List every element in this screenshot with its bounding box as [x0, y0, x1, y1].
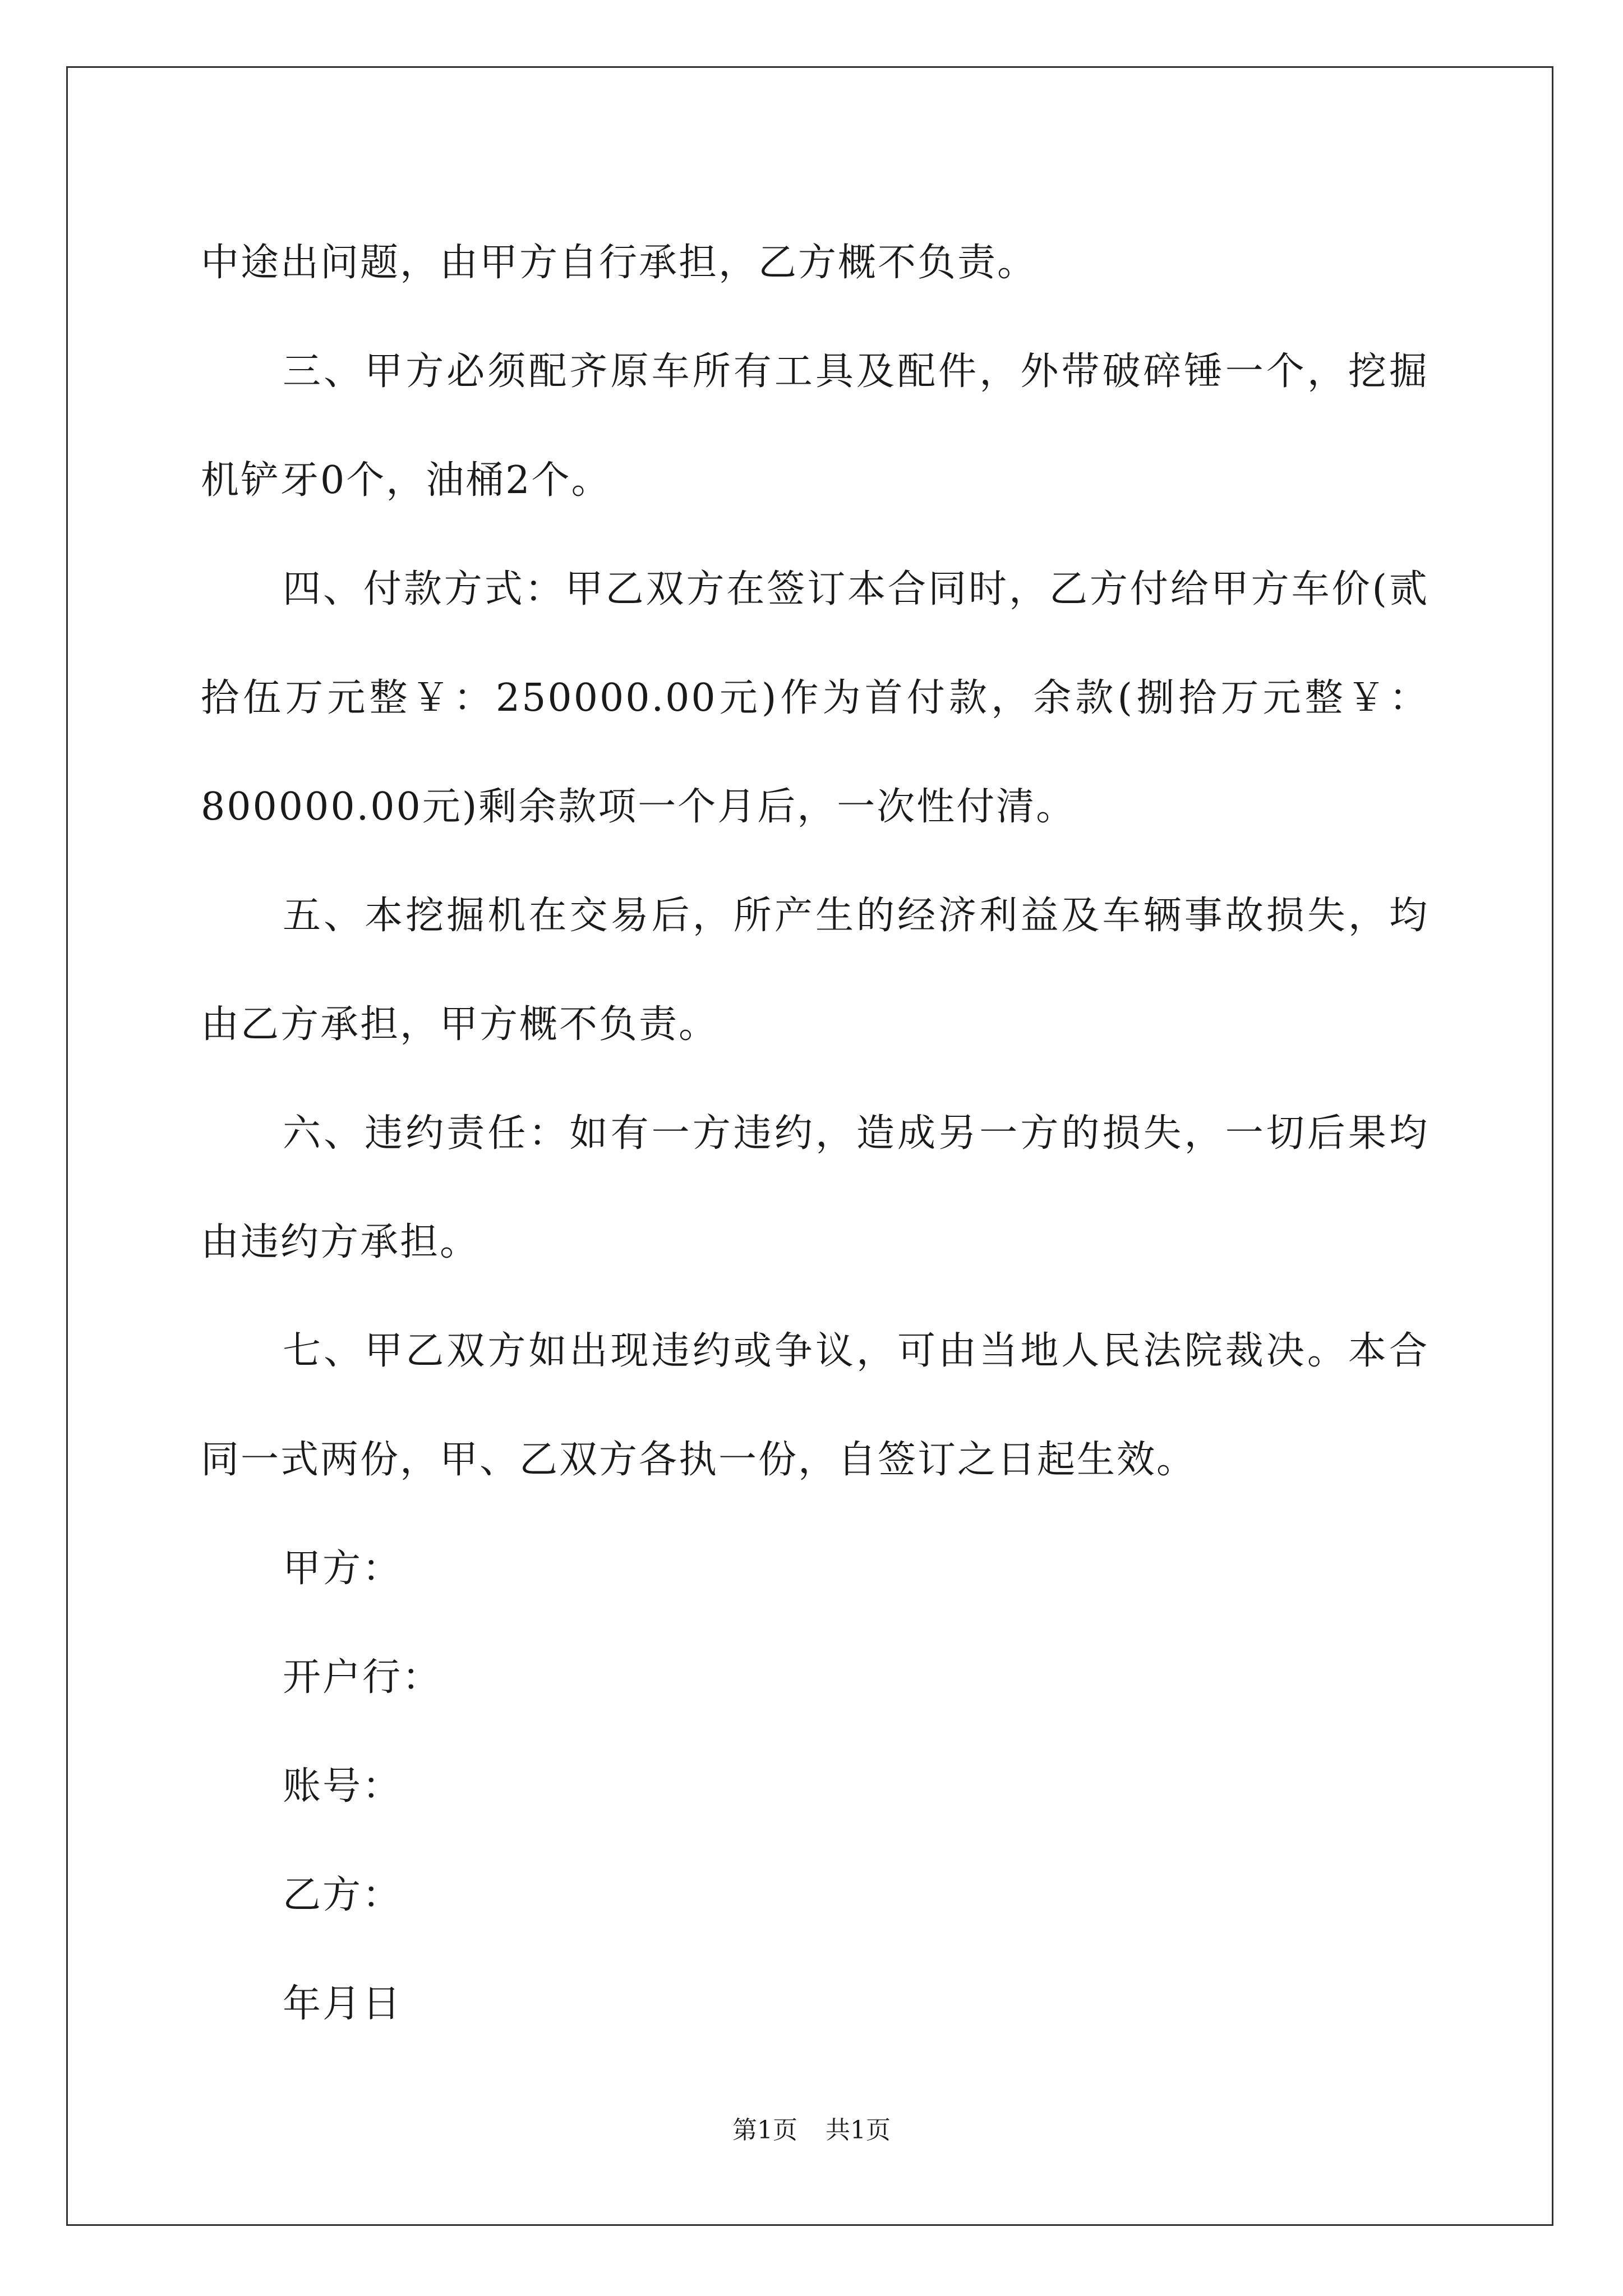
- signature-bank: 开户行：: [283, 1655, 442, 1700]
- document-body: [201, 209, 1429, 2059]
- clause-6-breach: 六、违约责任：如有一方违约，造成另一方的损失，一切后果均由违约方承担。: [201, 1111, 1429, 1264]
- page-number-current: 第1页: [732, 2116, 797, 2145]
- clause-4-payment: 四、付款方式：甲乙双方在签订本合同时，乙方付给甲方车价(贰拾伍万元整￥：250000.00元)作为首付款，余款(捌拾万元整￥：800000.00元)剩余款项一个月后，一次性付清。: [201, 567, 1429, 829]
- signature-party-a: 甲方：: [283, 1547, 403, 1591]
- signature-party-b: 乙方：: [283, 1873, 403, 1917]
- paragraph-continuation: 中途出问题，由甲方自行承担，乙方概不负责。: [201, 241, 1038, 285]
- clause-5-liability: 五、本挖掘机在交易后，所产生的经济利益及车辆事故损失，均由乙方承担，甲方概不负责。: [201, 894, 1429, 1047]
- clause-7-dispute: 七、甲乙双方如出现违约或争议，可由当地人民法院裁决。本合同一式两份，甲、乙双方各执一份，自签订之日起生效。: [201, 1329, 1429, 1482]
- page-footer: [0, 2114, 1623, 2147]
- signature-account: 账号：: [283, 1764, 403, 1809]
- page-number-total: 共1页: [826, 2116, 891, 2145]
- clause-3-tools: 三、甲方必须配齐原车所有工具及配件，外带破碎锤一个，挖掘机铲牙0个，油桶2个。: [201, 349, 1429, 503]
- signature-date: 年月日: [283, 1982, 403, 2026]
